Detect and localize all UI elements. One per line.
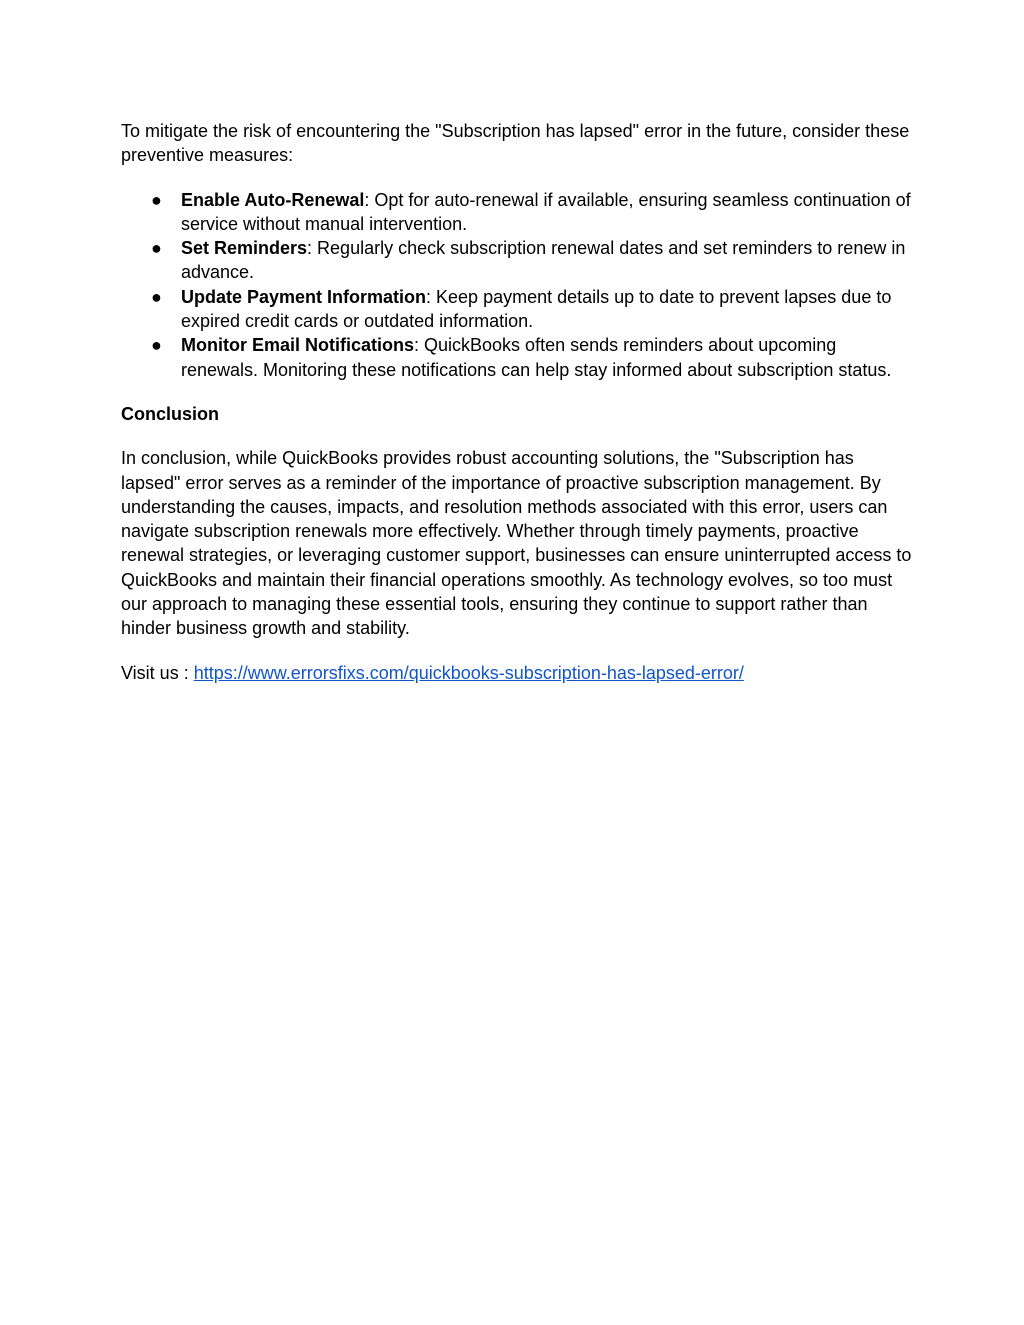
bullet-icon: ● (151, 335, 162, 356)
conclusion-heading: Conclusion (121, 403, 219, 424)
bullet-text: : Keep payment details up to date to prevent lapses due to expired credit cards or outdated information. (181, 286, 892, 332)
bullet-icon: ● (151, 286, 162, 307)
visit-link[interactable]: https://www.errorsfixs.com/quickbooks-subscription-has-lapsed-error/ (193, 662, 744, 683)
bullet-title: Set Reminders (181, 238, 308, 259)
list-item (121, 333, 914, 382)
preventive-measures-list (121, 188, 914, 382)
bullet-text: : Opt for auto-renewal if available, ensuring seamless continuation of service without manual intervention. (181, 189, 911, 234)
bullet-icon: ● (151, 238, 162, 259)
bullet-title: Update Payment Information (181, 286, 427, 307)
list-item (121, 285, 914, 334)
bullet-icon: ● (151, 189, 162, 210)
bullet-text: : QuickBooks often sends reminders about upcoming renewals. Monitoring these notifications can help stay informed about subscription status. (181, 335, 892, 380)
conclusion-paragraph: In conclusion, while QuickBooks provides robust accounting solutions, the "Subscription has lapsed" error serves as a reminder of the importance of proactive subscription management. By understanding the causes, impacts, and resolution methods associated with this error, users can navigate subscription renewals more effectively. Whether through timely payments, proactive renewal strategies, or leveraging customer support, businesses can ensure uninterrupted access to QuickBooks and maintain their financial operations smoothly. As technology evolves, so too must our approach to managing these essential tools, ensuring they continue to support rather than hinder business growth and stability. (121, 448, 912, 639)
visit-label: Visit us : (121, 662, 194, 683)
bullet-title: Enable Auto-Renewal (181, 189, 365, 210)
bullet-text: : Regularly check subscription renewal dates and set reminders to renew in advance. (181, 238, 906, 283)
bullet-title: Monitor Email Notifications (181, 335, 415, 356)
list-item (121, 188, 914, 237)
visit-line (121, 661, 914, 685)
list-item (121, 236, 914, 285)
intro-paragraph: To mitigate the risk of encountering the "Subscription has lapsed" error in the future, consider these preventive measures: (121, 121, 910, 166)
